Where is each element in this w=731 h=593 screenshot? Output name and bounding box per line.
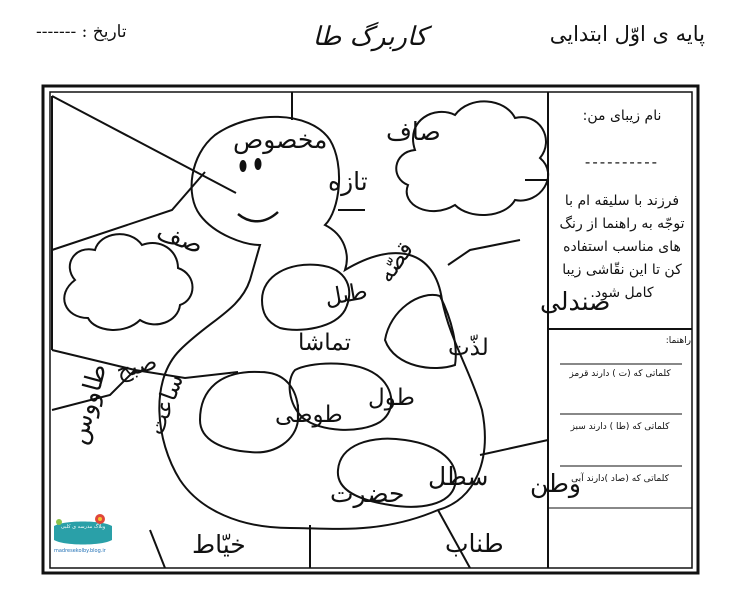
guide-item-blue: کلماتی که (صاد )دارند آبی bbox=[571, 474, 669, 484]
guide-item-red: کلماتی که (ت ) دارند قرمز bbox=[569, 369, 671, 379]
word-hazrat: حضرت bbox=[330, 479, 405, 508]
word-tanab: طناب bbox=[445, 529, 504, 558]
snake-spot bbox=[385, 295, 456, 368]
word-satl: سطل bbox=[428, 462, 489, 491]
word-saf-row: صف bbox=[153, 216, 208, 260]
region-line bbox=[480, 440, 548, 455]
word-tavus: طاووس bbox=[62, 360, 113, 448]
guide-title: راهنما: bbox=[665, 336, 691, 346]
word-khayyat: خیّاط bbox=[192, 530, 246, 559]
word-sobh: صبح bbox=[113, 348, 160, 385]
logo-url[interactable]: madresekolby.blog.ir bbox=[54, 548, 106, 554]
region-line bbox=[150, 530, 165, 568]
word-saf: صاف bbox=[386, 117, 441, 146]
word-sandali: صندلی bbox=[540, 287, 611, 316]
word-lezzat: لذّت bbox=[448, 335, 489, 361]
word-tul: طول bbox=[368, 385, 415, 411]
word-taze: تازه bbox=[328, 167, 368, 196]
grade-label: پایه ی اوّل ابتدایی bbox=[549, 22, 705, 46]
guide-item-green: کلماتی که (طا ) دارند سبز bbox=[570, 422, 670, 432]
word-saat: ساعت bbox=[143, 370, 189, 439]
word-makhsus: مخصوص bbox=[233, 125, 328, 154]
snake-smile bbox=[238, 212, 278, 221]
region-line bbox=[448, 240, 520, 265]
date-field: تاریخ : ------- bbox=[36, 22, 127, 42]
name-line[interactable]: ---------- bbox=[584, 153, 660, 171]
name-label: نام زیبای من: bbox=[582, 108, 662, 124]
region-line bbox=[52, 96, 236, 193]
word-tuti: طوطی bbox=[275, 402, 343, 428]
snake-eye bbox=[256, 159, 261, 169]
word-tamasha: تماشا bbox=[298, 330, 351, 356]
word-tabl: طبل bbox=[322, 278, 370, 312]
snake-eye bbox=[241, 161, 246, 171]
worksheet-title: کاربرگ طا bbox=[312, 22, 428, 52]
flower-center-icon bbox=[98, 517, 102, 521]
instructions-text: فرزند با سلیقه ام با توجّه به راهنما از رنگ های مناسب استفاده کن تا این نقّاشی زیبا کامل شود. bbox=[559, 193, 685, 301]
word-qesse: قصّه bbox=[372, 237, 420, 288]
word-vatan: وطن bbox=[530, 469, 582, 498]
logo-text: وبلاگ مدرسه ی کلبی bbox=[60, 524, 106, 530]
